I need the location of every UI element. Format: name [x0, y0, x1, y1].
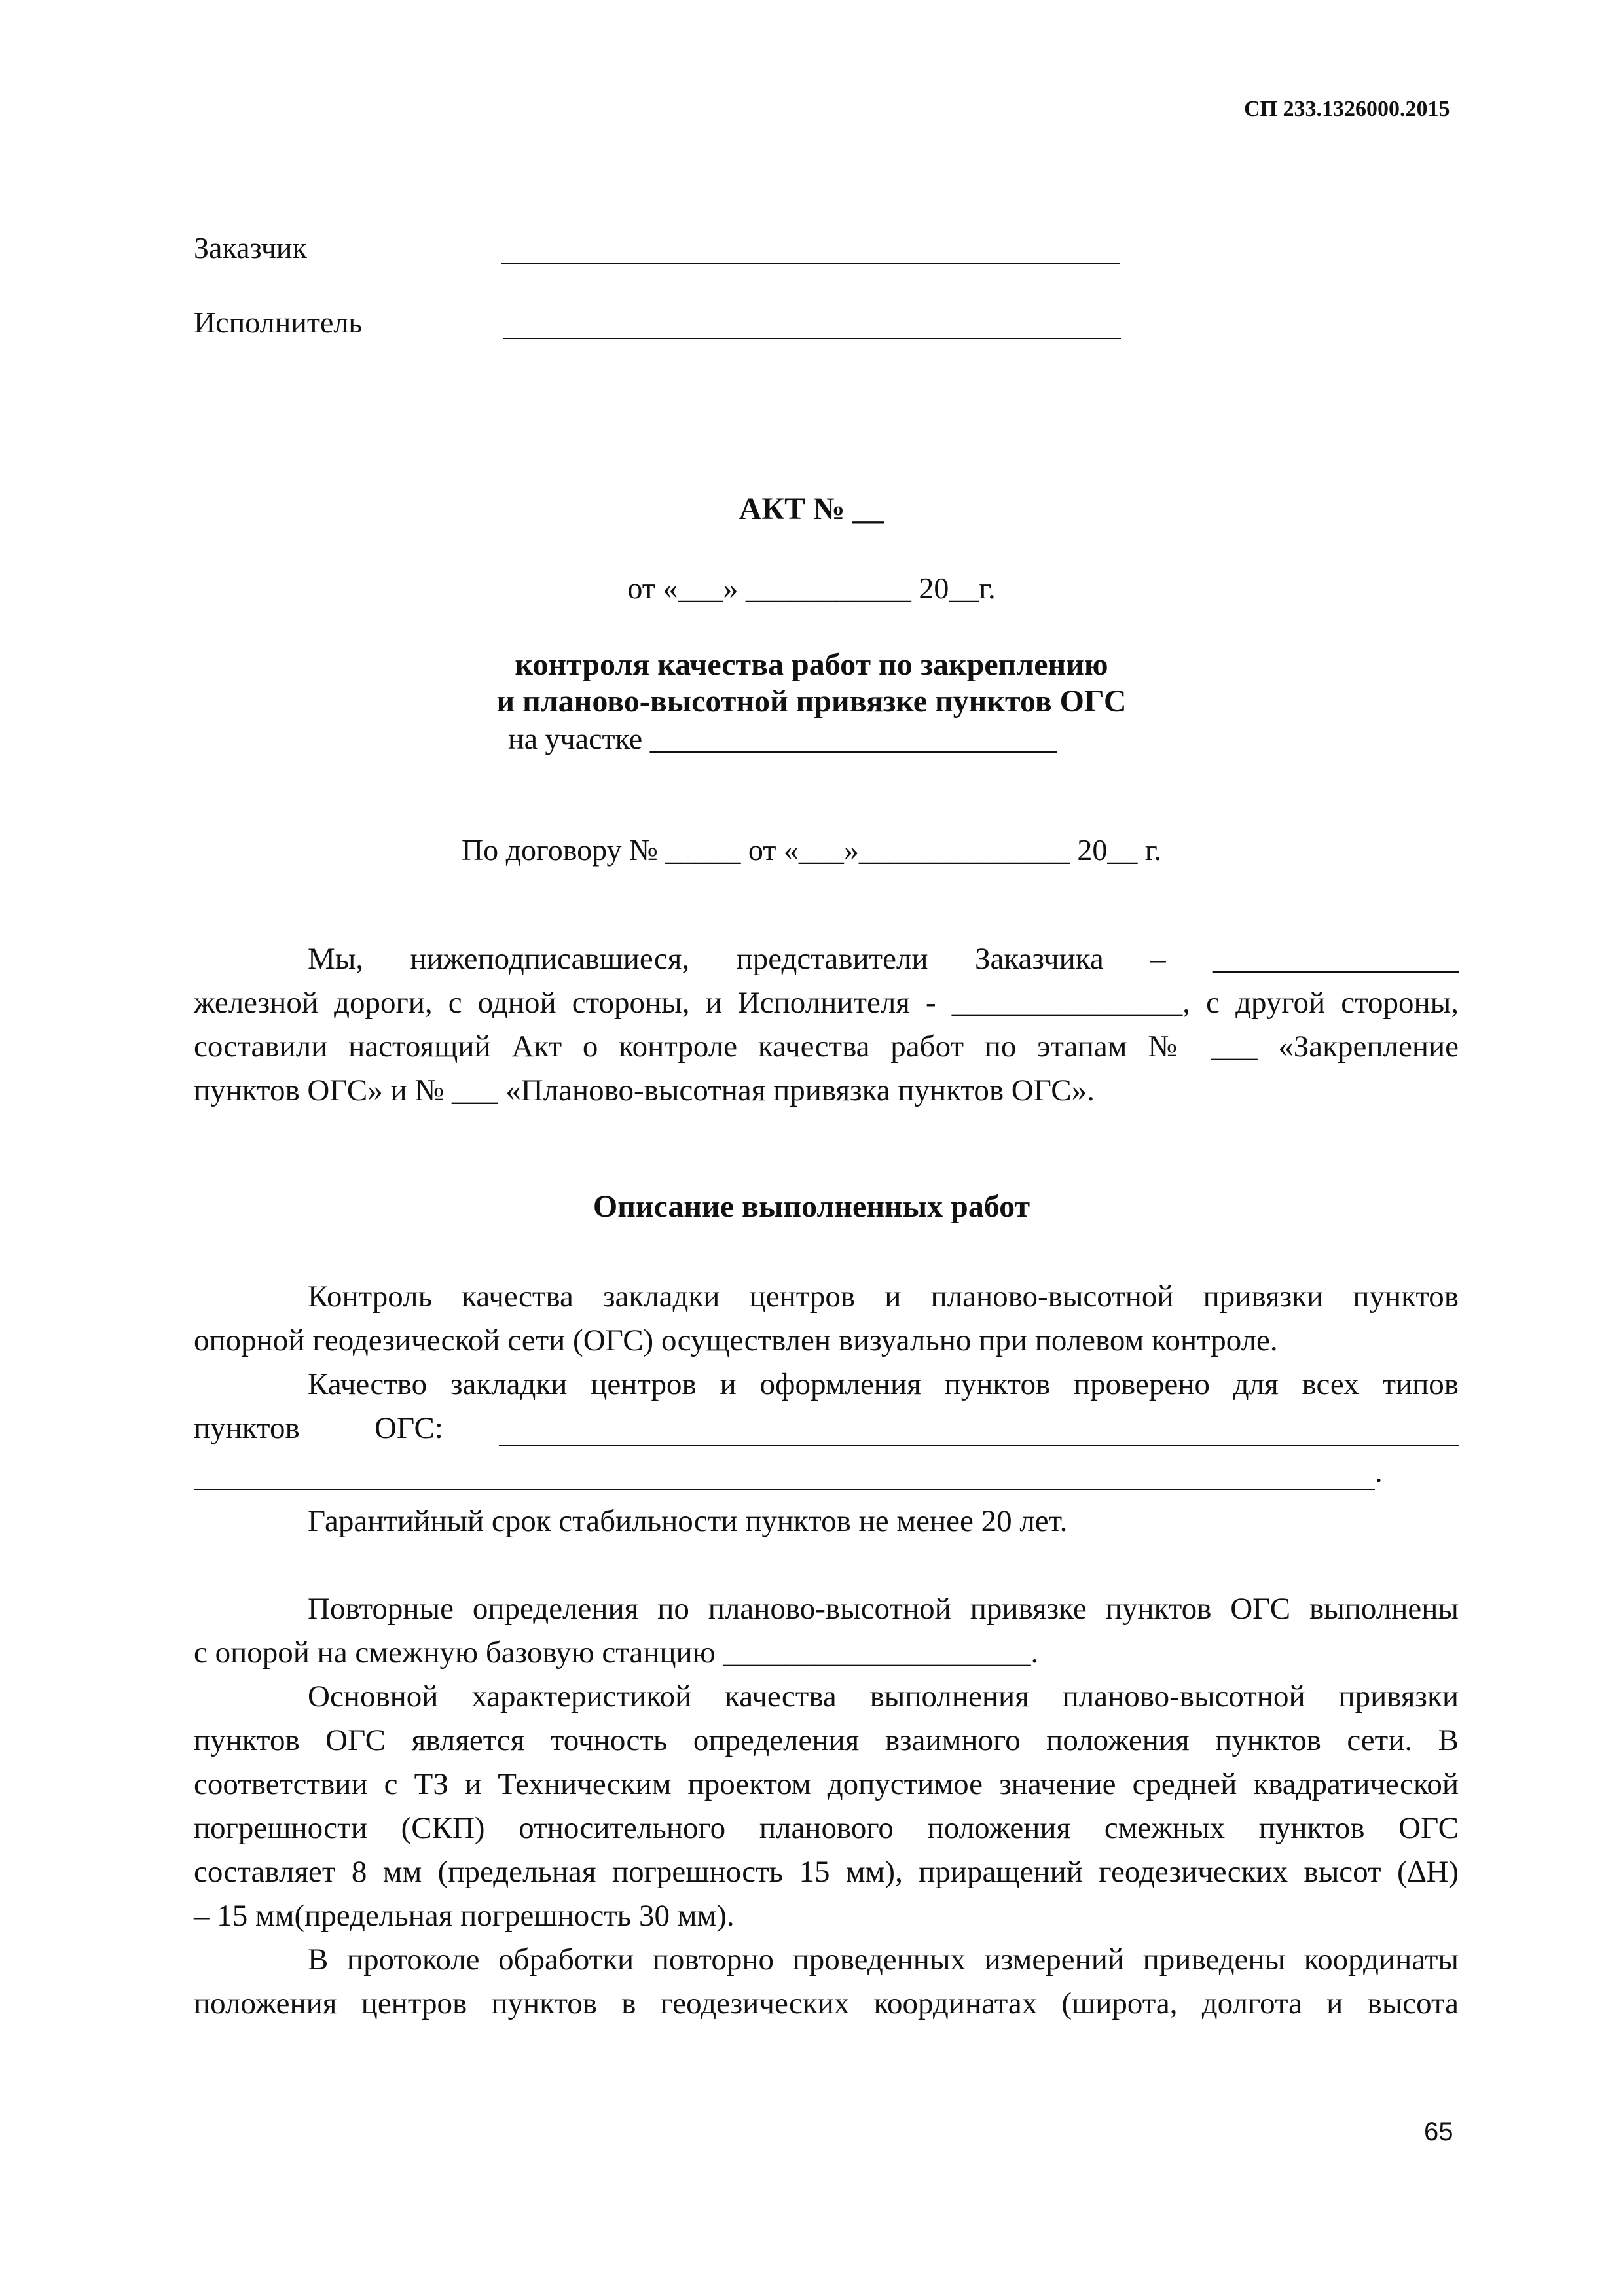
- ogs-types-blank-line-1: [499, 1445, 1459, 1446]
- act-site: на участке ___________________________: [508, 722, 1057, 755]
- p5-line-4: погрешности (СКП) относительного планового положения смежных пунктов ОГС: [194, 1811, 1459, 1845]
- contract-line: По договору № _____ от «___»______________ 20__ г.: [461, 833, 1162, 867]
- p5-line-5: составляет 8 мм (предельная погрешность 15 мм), приращений геодезических высот (∆Н): [194, 1855, 1459, 1889]
- intro-line-3: составили настоящий Акт о контроле качества работ по этапам № ___ «Закрепление: [194, 1030, 1459, 1064]
- section-heading: Описание выполненных работ: [593, 1189, 1030, 1224]
- intro-line-2: железной дороги, с одной стороны, и Исполнителя - _______________, с другой стороны,: [194, 986, 1459, 1020]
- p1-line-2: опорной геодезической сети (ОГС) осуществлен визуально при полевом контроле.: [194, 1323, 1278, 1357]
- p6-line-2: положения центров пунктов в геодезических координатах (широта, долгота и высота: [194, 1986, 1459, 2020]
- p2-line-2-word-a: пунктов: [194, 1411, 300, 1445]
- p4-line-2: с опорой на смежную базовую станцию ____________________.: [194, 1636, 1039, 1670]
- p5-line-1: Основной характеристикой качества выполнения планово-высотной привязки: [308, 1679, 1459, 1713]
- p3-text: Гарантийный срок стабильности пунктов не менее 20 лет.: [308, 1504, 1068, 1538]
- intro-word: –: [1150, 942, 1166, 976]
- p5-line-2: пунктов ОГС является точность определения взаимного положения пунктов сети. В: [194, 1723, 1459, 1757]
- customer-blank-line: [501, 263, 1120, 264]
- act-subject-line-1: контроля качества работ по закреплению: [515, 647, 1108, 682]
- document-code: СП 233.1326000.2015: [1244, 97, 1450, 121]
- intro-word: Мы,: [308, 942, 364, 976]
- p5-line-6: – 15 мм(предельная погрешность 30 мм).: [194, 1899, 735, 1933]
- intro-line-4: пунктов ОГС» и № ___ «Планово-высотная привязка пунктов ОГС».: [194, 1073, 1095, 1107]
- ogs-types-blank-line-2: [194, 1489, 1375, 1490]
- p4-line-1: Повторные определения по планово-высотной привязке пунктов ОГС выполнены: [308, 1592, 1459, 1626]
- p2-line-3-period: .: [1375, 1455, 1383, 1489]
- act-date: от «___» ___________ 20__г.: [627, 571, 996, 605]
- contractor-blank-line: [503, 338, 1121, 339]
- p2-line-2-word-b: ОГС:: [374, 1411, 443, 1445]
- customer-label: Заказчик: [194, 231, 307, 264]
- p1-line-1: Контроль качества закладки центров и планово-высотной привязки пунктов: [308, 1280, 1459, 1314]
- contractor-label: Исполнитель: [194, 306, 363, 339]
- act-title: АКТ № __: [739, 492, 884, 526]
- page-number: 65: [1424, 2117, 1453, 2146]
- p2-line-1: Качество закладки центров и оформления пунктов проверено для всех типов: [308, 1367, 1459, 1401]
- p6-line-1: В протоколе обработки повторно проведенных измерений приведены координаты: [308, 1943, 1459, 1977]
- p5-line-3: соответствии с ТЗ и Техническим проектом допустимое значение средней квадратической: [194, 1767, 1459, 1801]
- intro-word: представители: [736, 942, 928, 976]
- intro-word: нижеподписавшиеся,: [410, 942, 690, 976]
- act-subject-line-2: и планово-высотной привязке пунктов ОГС: [496, 684, 1127, 719]
- intro-word: ________________: [1213, 942, 1459, 976]
- intro-line-1: [308, 941, 1459, 977]
- intro-word: Заказчика: [974, 942, 1104, 976]
